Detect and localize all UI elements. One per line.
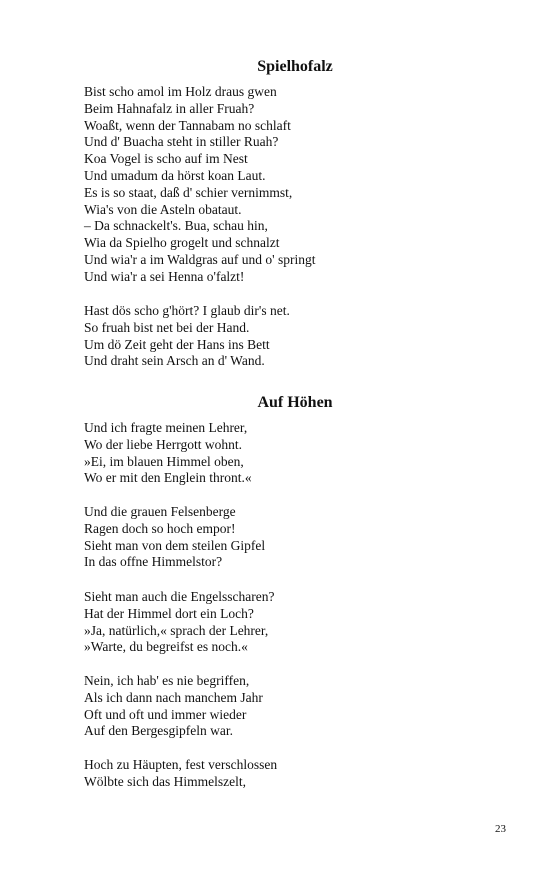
stanza: [84, 589, 274, 656]
poem-line: Es is so staat, daß d' schier vernimmst,: [84, 184, 293, 200]
poem-line: Auf den Bergesgipfeln war.: [84, 723, 233, 739]
poem-title: Spielhofalz: [257, 58, 333, 75]
poem-line: Wölbte sich das Himmelszelt,: [84, 773, 246, 789]
poem-line: Bist scho amol im Holz draus gwen: [84, 84, 277, 99]
poem-line: Ragen doch so hoch empor!: [84, 520, 236, 536]
page-number: 23: [495, 823, 506, 835]
poem-line: So fruah bist net bei der Hand.: [84, 319, 250, 335]
poem-line: Hat der Himmel dort ein Loch?: [84, 605, 254, 621]
poem-line: Wia's von die Asteln obataut.: [84, 201, 242, 217]
poem-line: Und umadum da hörst koan Laut.: [84, 167, 266, 183]
stanza: [84, 673, 263, 740]
stanza: [84, 84, 315, 286]
poem-line: »Ei, im blauen Himmel oben,: [84, 453, 244, 469]
poem-line: – Da schnackelt's. Bua, schau hin,: [84, 218, 268, 234]
poem-line: Wo er mit den Englein thront.«: [84, 470, 252, 486]
poem-line: Und wia'r a sei Henna o'falzt!: [84, 268, 245, 284]
stanza: [84, 757, 277, 791]
poem-line: Nein, ich hab' es nie begriffen,: [84, 673, 250, 688]
stanza: [84, 504, 265, 571]
poem-line: Und draht sein Arsch an d' Wand.: [84, 353, 265, 369]
poem-title: Auf Höhen: [257, 394, 333, 411]
poem-line: Wo der liebe Herrgott wohnt.: [84, 436, 242, 452]
poem-line: Und ich fragte meinen Lehrer,: [84, 420, 248, 435]
poem-line: Sieht man von dem steilen Gipfel: [84, 537, 266, 553]
poem-line: Beim Hahnafalz in aller Fruah?: [84, 100, 255, 116]
poem-line: Sieht man auch die Engelsscharen?: [84, 589, 275, 604]
poem-line: Und d' Buacha steht in stiller Ruah?: [84, 134, 279, 150]
poem-line: Wia da Spielho grogelt und schnalzt: [84, 235, 280, 251]
poem-line: Um dö Zeit geht der Hans ins Bett: [84, 336, 270, 352]
poem-line: Als ich dann nach manchem Jahr: [84, 689, 263, 705]
poem-line: Und die grauen Felsenberge: [84, 504, 236, 519]
poem-line: In das offne Himmelstor?: [84, 554, 223, 570]
poem-line: »Warte, du begreifst es noch.«: [84, 639, 248, 655]
poem-line: Woaßt, wenn der Tannabam no schlaft: [84, 117, 291, 133]
stanza: [84, 303, 290, 370]
poem-line: Hast dös scho g'hört? I glaub dir's net.: [84, 303, 290, 318]
poem-line: Hoch zu Häupten, fest verschlossen: [84, 757, 278, 772]
poem-line: Oft und oft und immer wieder: [84, 706, 247, 722]
poem-line: Und wia'r a im Waldgras auf und o' springt: [84, 251, 316, 267]
poem-line: Koa Vogel is scho auf im Nest: [84, 151, 248, 167]
poem-line: »Ja, natürlich,« sprach der Lehrer,: [84, 622, 269, 638]
stanza: [84, 420, 252, 487]
